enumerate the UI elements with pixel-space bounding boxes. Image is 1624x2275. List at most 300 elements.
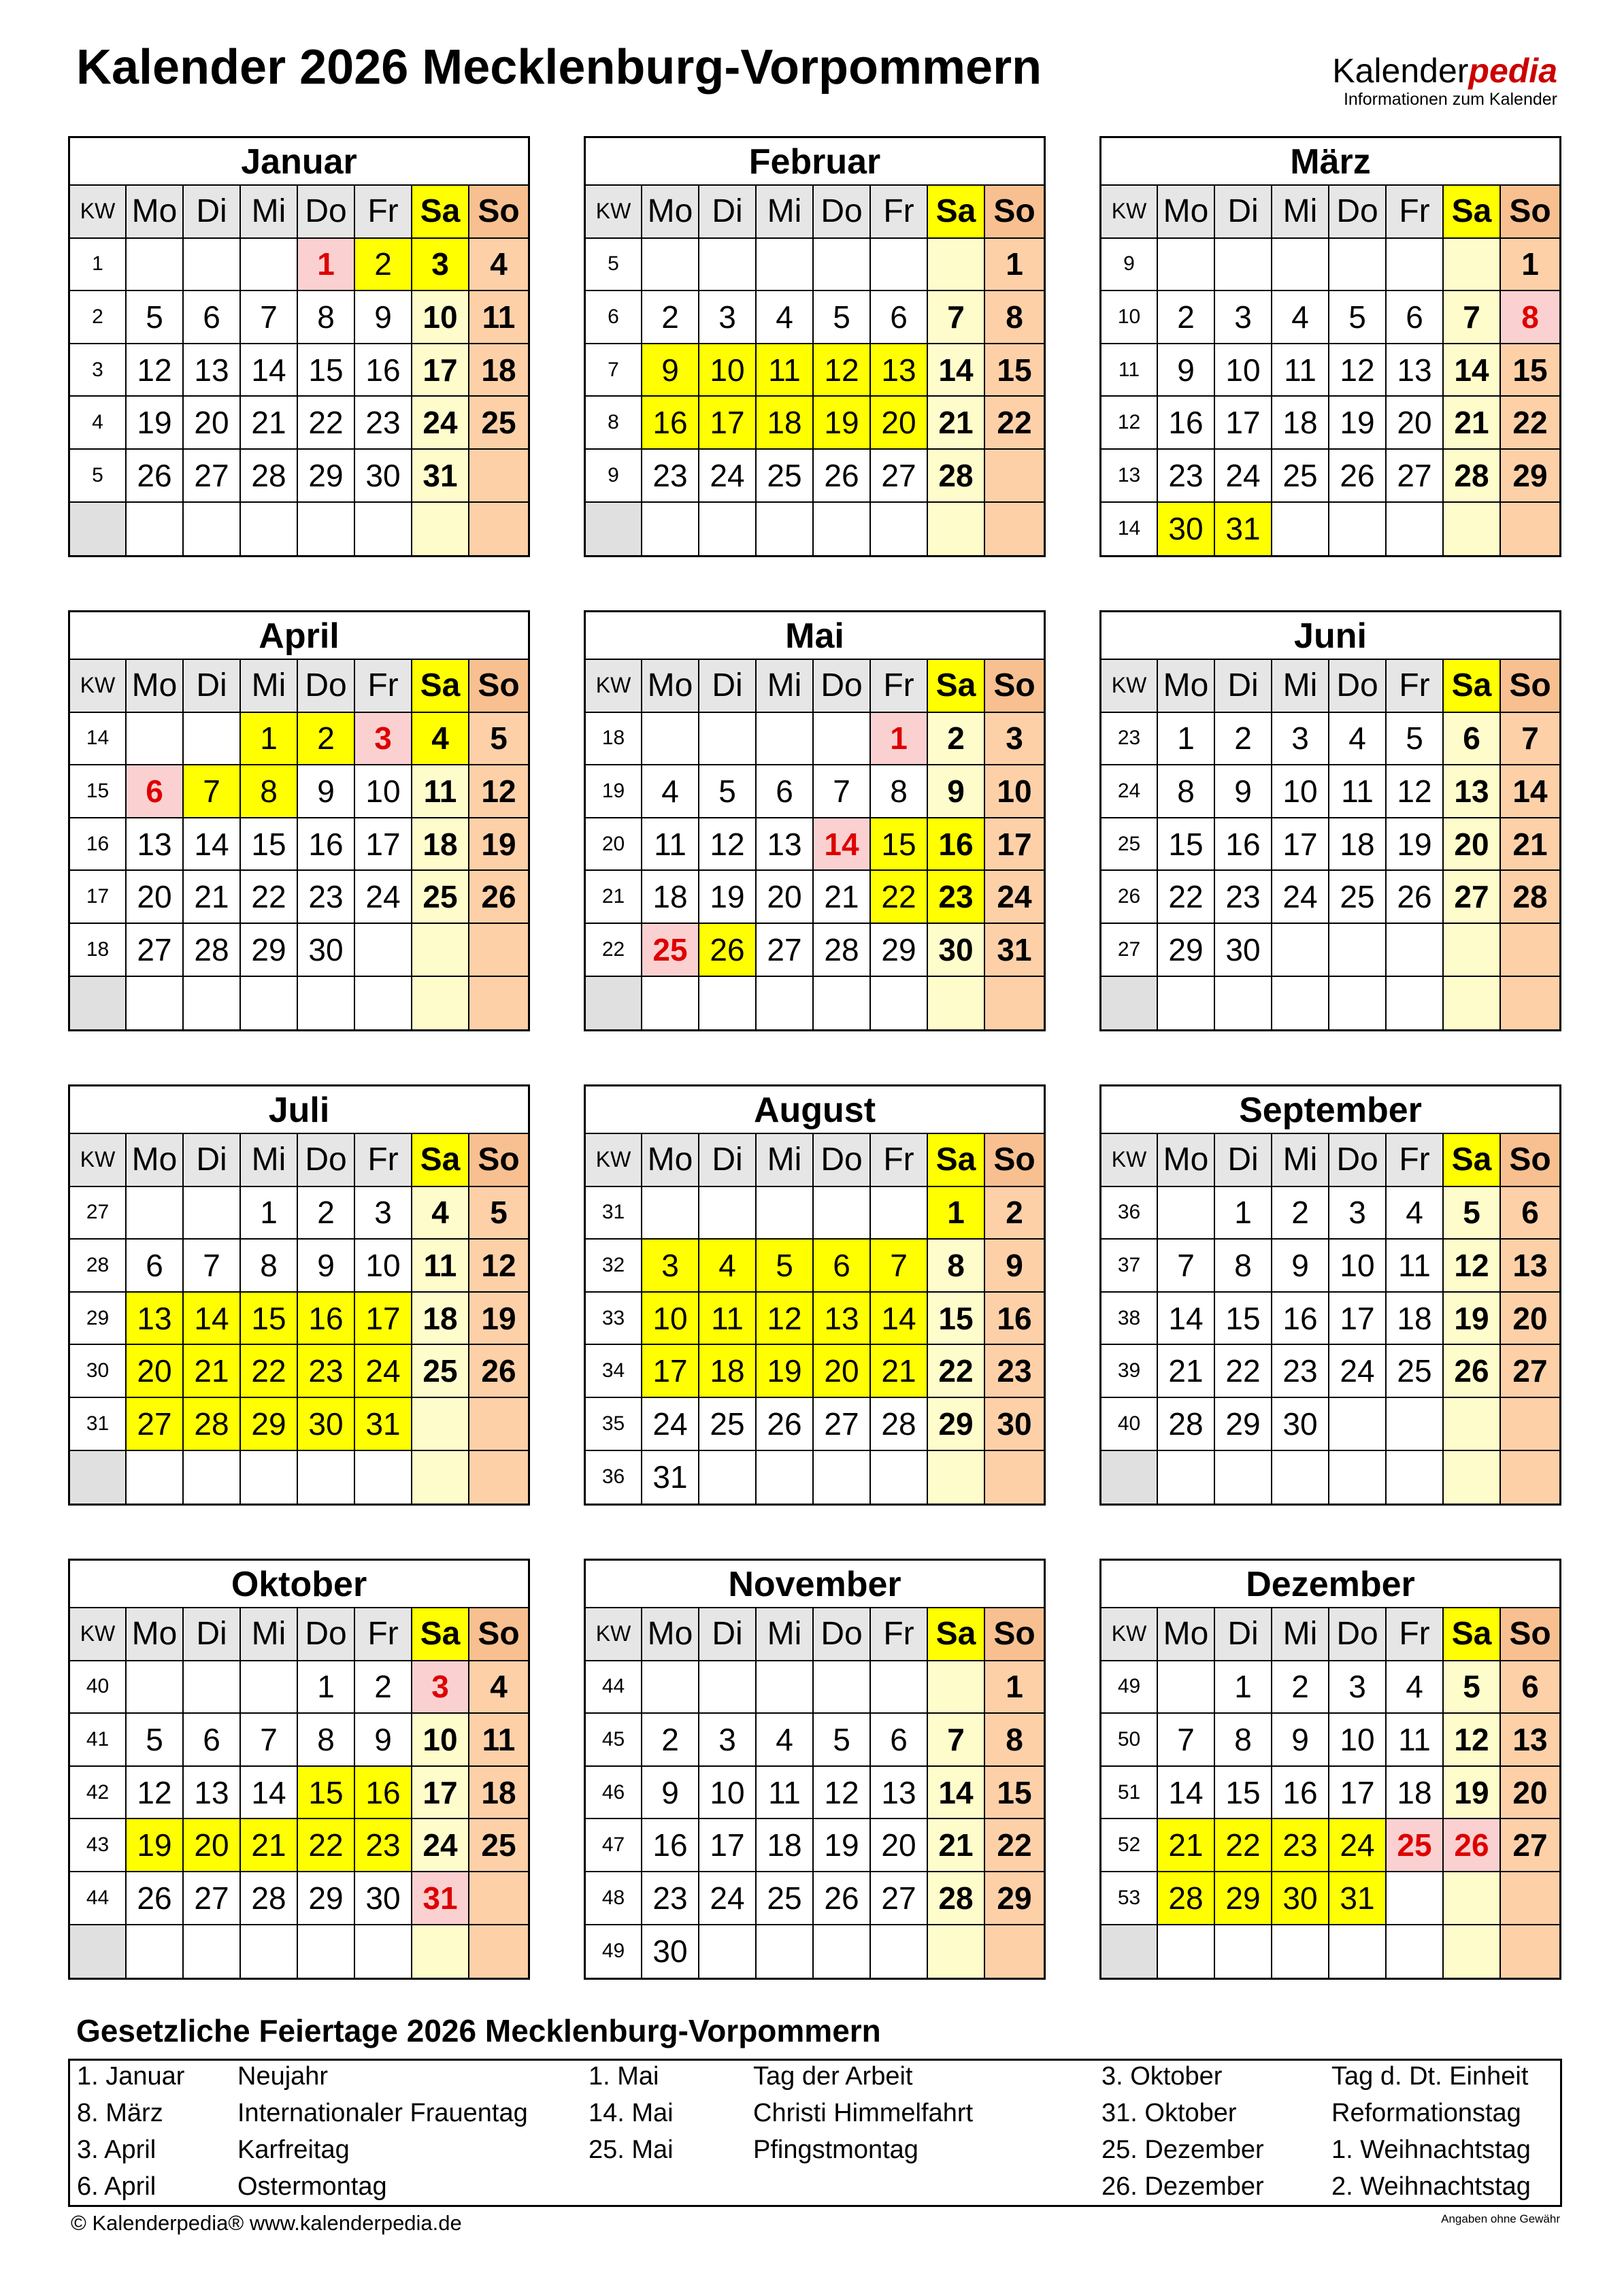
- day-cell: [1215, 239, 1272, 290]
- day-cell: [928, 1451, 985, 1504]
- week-row: [586, 503, 1044, 556]
- week-row: [586, 1872, 1044, 1925]
- day-cell: 24: [1329, 1819, 1387, 1871]
- day-cell: [1387, 1925, 1444, 1978]
- day-cell: [1387, 503, 1444, 556]
- day-cell: [1444, 1451, 1501, 1504]
- day-cell: 11: [757, 1767, 814, 1819]
- day-cell: 6: [1501, 1661, 1559, 1713]
- week-row: [70, 1293, 528, 1346]
- week-row: [70, 1925, 528, 1978]
- day-cell: 19: [814, 397, 871, 448]
- day-cell: 17: [699, 1819, 757, 1871]
- day-cell: 12: [127, 344, 184, 396]
- weekday-header: Mo: [1158, 1608, 1215, 1660]
- day-cell: 19: [1387, 818, 1444, 870]
- day-cell: [1387, 1398, 1444, 1450]
- day-cell: [928, 1661, 985, 1713]
- day-cell: [298, 1925, 355, 1978]
- month-märz: [1099, 136, 1561, 557]
- week-number: 4: [70, 397, 127, 448]
- week-row: [1101, 1398, 1559, 1451]
- day-cell: 15: [871, 818, 928, 870]
- day-cell: 25: [469, 397, 528, 448]
- day-cell: 12: [1444, 1240, 1501, 1291]
- day-cell: 5: [1387, 713, 1444, 765]
- day-cell: 9: [985, 1240, 1044, 1291]
- day-cell: 20: [871, 1819, 928, 1871]
- day-cell: [1158, 1661, 1215, 1713]
- day-cell: 16: [1215, 818, 1272, 870]
- week-number: 1: [70, 239, 127, 290]
- weekday-header: Mi: [241, 1608, 298, 1660]
- day-cell: 3: [355, 713, 412, 765]
- day-cell: [1272, 924, 1329, 976]
- day-cell: [1272, 977, 1329, 1030]
- week-row: [1101, 1661, 1559, 1714]
- week-number: 25: [1101, 818, 1158, 870]
- day-cell: 5: [1444, 1187, 1501, 1239]
- day-cell: [355, 1925, 412, 1978]
- month-title: August: [586, 1086, 1044, 1134]
- day-cell: 30: [298, 924, 355, 976]
- week-number: 5: [70, 450, 127, 501]
- day-cell: [642, 713, 699, 765]
- week-number: 44: [70, 1872, 127, 1924]
- day-cell: 28: [241, 1872, 298, 1924]
- day-cell: 30: [1272, 1872, 1329, 1924]
- day-cell: 6: [1444, 713, 1501, 765]
- day-cell: 2: [355, 1661, 412, 1713]
- weekday-header: So: [469, 660, 528, 712]
- month-januar: [68, 136, 530, 557]
- day-cell: 13: [1444, 765, 1501, 817]
- weekday-header-row: [586, 1608, 1044, 1661]
- brand-name: [1332, 52, 1557, 90]
- week-number: 39: [1101, 1345, 1158, 1397]
- day-cell: [699, 713, 757, 765]
- day-cell: 9: [642, 344, 699, 396]
- day-cell: [1501, 1872, 1559, 1924]
- day-cell: [355, 977, 412, 1030]
- week-number: 2: [70, 291, 127, 343]
- day-cell: 27: [1387, 450, 1444, 501]
- footer-copyright: © Kalenderpedia® www.kalenderpedia.de: [71, 2211, 462, 2235]
- day-cell: 15: [241, 1293, 298, 1344]
- weekday-header: Di: [184, 1608, 241, 1660]
- week-row: [70, 344, 528, 397]
- day-cell: 14: [241, 1767, 298, 1819]
- day-cell: 31: [985, 924, 1044, 976]
- day-cell: 21: [814, 871, 871, 923]
- day-cell: 9: [1215, 765, 1272, 817]
- day-cell: 19: [127, 1819, 184, 1871]
- day-cell: [412, 1925, 469, 1978]
- month-august: [584, 1084, 1046, 1506]
- day-cell: 29: [1215, 1872, 1272, 1924]
- day-cell: 13: [1387, 344, 1444, 396]
- day-cell: 18: [412, 1293, 469, 1344]
- weekday-header-row: [70, 660, 528, 713]
- month-november: [584, 1559, 1046, 1980]
- day-cell: [1501, 977, 1559, 1030]
- day-cell: 27: [814, 1398, 871, 1450]
- week-row: [586, 239, 1044, 292]
- day-cell: 6: [871, 291, 928, 343]
- week-number: 49: [586, 1925, 642, 1978]
- weekday-header: So: [469, 1608, 528, 1660]
- day-cell: 1: [985, 239, 1044, 290]
- day-cell: 24: [642, 1398, 699, 1450]
- day-cell: 18: [757, 1819, 814, 1871]
- week-row: [586, 1819, 1044, 1872]
- day-cell: [127, 977, 184, 1030]
- weekday-header: Mo: [1158, 1134, 1215, 1186]
- week-number: 10: [1101, 291, 1158, 343]
- day-cell: [642, 1661, 699, 1713]
- day-cell: 23: [355, 397, 412, 448]
- weekday-header: Sa: [928, 660, 985, 712]
- week-number: 3: [70, 344, 127, 396]
- day-cell: 25: [699, 1398, 757, 1450]
- holiday-date: 25. Mai: [589, 2136, 674, 2164]
- day-cell: 1: [871, 713, 928, 765]
- weekday-header: Di: [699, 1134, 757, 1186]
- day-cell: 12: [757, 1293, 814, 1344]
- day-cell: 22: [1158, 871, 1215, 923]
- weekday-header: Do: [298, 1608, 355, 1660]
- week-row: [586, 977, 1044, 1030]
- weekday-header: Fr: [1387, 1134, 1444, 1186]
- day-cell: [184, 1187, 241, 1239]
- day-cell: 4: [1329, 713, 1387, 765]
- day-cell: [412, 503, 469, 556]
- week-row: [70, 818, 528, 871]
- day-cell: [1329, 1925, 1387, 1978]
- week-row: [1101, 450, 1559, 503]
- day-cell: [355, 503, 412, 556]
- day-cell: 16: [642, 397, 699, 448]
- day-cell: [1158, 239, 1215, 290]
- day-cell: [1444, 977, 1501, 1030]
- week-number: 30: [70, 1345, 127, 1397]
- day-cell: [184, 239, 241, 290]
- day-cell: 8: [985, 1714, 1044, 1765]
- day-cell: 20: [814, 1345, 871, 1397]
- weekday-header-row: [1101, 660, 1559, 713]
- weekday-header: Do: [1329, 660, 1387, 712]
- day-cell: 6: [184, 1714, 241, 1765]
- week-number: 48: [586, 1872, 642, 1924]
- weekday-header: Sa: [1444, 186, 1501, 237]
- kw-header: KW: [586, 1134, 642, 1186]
- weekday-header: Sa: [412, 186, 469, 237]
- day-cell: 13: [1501, 1240, 1559, 1291]
- day-cell: 22: [241, 1345, 298, 1397]
- day-cell: 26: [1444, 1345, 1501, 1397]
- weekday-header: So: [1501, 1608, 1559, 1660]
- week-row: [70, 924, 528, 977]
- weekday-header: Sa: [928, 186, 985, 237]
- week-number: 14: [70, 713, 127, 765]
- day-cell: 17: [699, 397, 757, 448]
- day-cell: 17: [1272, 818, 1329, 870]
- day-cell: [412, 924, 469, 976]
- day-cell: 25: [1387, 1345, 1444, 1397]
- day-cell: 19: [127, 397, 184, 448]
- day-cell: 29: [1158, 924, 1215, 976]
- week-row: [70, 1398, 528, 1451]
- day-cell: [127, 239, 184, 290]
- day-cell: 22: [1501, 397, 1559, 448]
- day-cell: 23: [642, 450, 699, 501]
- day-cell: [1501, 1451, 1559, 1504]
- day-cell: 11: [1387, 1240, 1444, 1291]
- day-cell: 24: [355, 1345, 412, 1397]
- day-cell: 22: [985, 1819, 1044, 1871]
- weekday-header: Do: [1329, 1608, 1387, 1660]
- week-row: [70, 1819, 528, 1872]
- day-cell: [1501, 924, 1559, 976]
- weekday-header: So: [985, 1608, 1044, 1660]
- day-cell: 14: [184, 818, 241, 870]
- day-cell: 7: [928, 1714, 985, 1765]
- week-number: 40: [70, 1661, 127, 1713]
- week-number: 7: [586, 344, 642, 396]
- weekday-header: Di: [184, 186, 241, 237]
- day-cell: 26: [1444, 1819, 1501, 1871]
- day-cell: 26: [469, 871, 528, 923]
- day-cell: 4: [757, 1714, 814, 1765]
- page-title: Kalender 2026 Mecklenburg-Vorpommern: [76, 40, 1042, 95]
- day-cell: 8: [1215, 1714, 1272, 1765]
- week-number: 28: [70, 1240, 127, 1291]
- month-mai: [584, 610, 1046, 1031]
- day-cell: 8: [1501, 291, 1559, 343]
- disclaimer: Angaben ohne Gewähr: [1441, 2212, 1560, 2225]
- holiday-name: Tag der Arbeit: [753, 2062, 913, 2091]
- day-cell: 7: [928, 291, 985, 343]
- day-cell: 16: [355, 1767, 412, 1819]
- day-cell: 6: [871, 1714, 928, 1765]
- day-cell: 9: [928, 765, 985, 817]
- weekday-header: So: [1501, 1134, 1559, 1186]
- kw-header: KW: [1101, 1134, 1158, 1186]
- week-number: 18: [70, 924, 127, 976]
- day-cell: 31: [355, 1398, 412, 1450]
- day-cell: 14: [871, 1293, 928, 1344]
- day-cell: 15: [1158, 818, 1215, 870]
- day-cell: 10: [1215, 344, 1272, 396]
- day-cell: [355, 924, 412, 976]
- weekday-header: Di: [184, 1134, 241, 1186]
- holiday-name: Christi Himmelfahrt: [753, 2099, 974, 2127]
- day-cell: [1215, 977, 1272, 1030]
- day-cell: [1215, 1451, 1272, 1504]
- day-cell: [642, 1187, 699, 1239]
- day-cell: 29: [241, 924, 298, 976]
- week-row: [1101, 344, 1559, 397]
- day-cell: 4: [469, 1661, 528, 1713]
- day-cell: 7: [184, 1240, 241, 1291]
- week-row: [70, 713, 528, 766]
- day-cell: 1: [298, 1661, 355, 1713]
- day-cell: 8: [928, 1240, 985, 1291]
- day-cell: 21: [1444, 397, 1501, 448]
- weekday-header: Do: [814, 1608, 871, 1660]
- brand-logo: [1332, 52, 1557, 109]
- day-cell: 8: [241, 765, 298, 817]
- day-cell: 8: [241, 1240, 298, 1291]
- day-cell: [469, 503, 528, 556]
- day-cell: [1329, 503, 1387, 556]
- kw-header: KW: [1101, 660, 1158, 712]
- day-cell: 29: [871, 924, 928, 976]
- day-cell: 15: [1215, 1293, 1272, 1344]
- week-number: 32: [586, 1240, 642, 1291]
- day-cell: [241, 1925, 298, 1978]
- holiday-date: 31. Oktober: [1101, 2099, 1237, 2127]
- day-cell: 13: [757, 818, 814, 870]
- kw-header: KW: [586, 1608, 642, 1660]
- kw-header: KW: [70, 1608, 127, 1660]
- day-cell: 18: [699, 1345, 757, 1397]
- day-cell: [642, 239, 699, 290]
- week-number: 15: [70, 765, 127, 817]
- day-cell: 7: [241, 291, 298, 343]
- day-cell: 19: [814, 1819, 871, 1871]
- weekday-header: Mi: [1272, 1134, 1329, 1186]
- day-cell: [928, 239, 985, 290]
- day-cell: 20: [127, 871, 184, 923]
- day-cell: [127, 1187, 184, 1239]
- weekday-header: Sa: [1444, 1608, 1501, 1660]
- day-cell: 9: [1272, 1714, 1329, 1765]
- day-cell: [469, 1925, 528, 1978]
- day-cell: [985, 1925, 1044, 1978]
- day-cell: [1272, 239, 1329, 290]
- month-title: November: [586, 1561, 1044, 1608]
- week-number: 11: [1101, 344, 1158, 396]
- holiday-date: 14. Mai: [589, 2099, 674, 2127]
- day-cell: [871, 1451, 928, 1504]
- day-cell: 13: [871, 344, 928, 396]
- weekday-header: So: [469, 1134, 528, 1186]
- weekday-header: Fr: [1387, 186, 1444, 237]
- day-cell: 8: [298, 291, 355, 343]
- day-cell: [1387, 239, 1444, 290]
- day-cell: 4: [469, 239, 528, 290]
- holiday-date: 3. April: [77, 2136, 156, 2164]
- day-cell: [871, 503, 928, 556]
- day-cell: [814, 1187, 871, 1239]
- day-cell: [928, 977, 985, 1030]
- day-cell: 31: [642, 1451, 699, 1504]
- day-cell: 20: [871, 397, 928, 448]
- day-cell: 23: [985, 1345, 1044, 1397]
- week-number: 45: [586, 1714, 642, 1765]
- day-cell: [1444, 1398, 1501, 1450]
- holiday-name: Reformationstag: [1331, 2099, 1521, 2127]
- day-cell: [757, 1661, 814, 1713]
- day-cell: 29: [985, 1872, 1044, 1924]
- weekday-header: Mo: [1158, 186, 1215, 237]
- day-cell: 5: [699, 765, 757, 817]
- week-row: [586, 291, 1044, 344]
- day-cell: 9: [298, 1240, 355, 1291]
- day-cell: 24: [985, 871, 1044, 923]
- day-cell: 3: [699, 291, 757, 343]
- weekday-header: Mo: [642, 660, 699, 712]
- day-cell: 22: [241, 871, 298, 923]
- day-cell: 5: [127, 291, 184, 343]
- week-number: 17: [70, 871, 127, 923]
- week-row: [586, 1345, 1044, 1398]
- day-cell: 19: [469, 1293, 528, 1344]
- week-row: [1101, 713, 1559, 766]
- day-cell: 21: [184, 871, 241, 923]
- day-cell: 28: [184, 1398, 241, 1450]
- day-cell: [699, 503, 757, 556]
- day-cell: [699, 977, 757, 1030]
- day-cell: 30: [355, 450, 412, 501]
- day-cell: 30: [1158, 503, 1215, 556]
- day-cell: 12: [469, 765, 528, 817]
- week-row: [586, 1187, 1044, 1240]
- day-cell: 8: [1215, 1240, 1272, 1291]
- day-cell: 1: [1158, 713, 1215, 765]
- day-cell: 11: [412, 1240, 469, 1291]
- day-cell: 14: [184, 1293, 241, 1344]
- day-cell: [1501, 1398, 1559, 1450]
- weekday-header: Mo: [642, 186, 699, 237]
- day-cell: 20: [1387, 397, 1444, 448]
- day-cell: 24: [412, 397, 469, 448]
- day-cell: [1329, 239, 1387, 290]
- day-cell: 11: [469, 1714, 528, 1765]
- weekday-header: Mi: [757, 660, 814, 712]
- holiday-date: 8. März: [77, 2099, 163, 2127]
- day-cell: 5: [1444, 1661, 1501, 1713]
- week-number: 52: [1101, 1819, 1158, 1871]
- day-cell: 17: [642, 1345, 699, 1397]
- week-number: 27: [1101, 924, 1158, 976]
- day-cell: 1: [241, 713, 298, 765]
- day-cell: 24: [1329, 1345, 1387, 1397]
- week-row: [1101, 1293, 1559, 1346]
- week-number: 31: [70, 1398, 127, 1450]
- day-cell: 10: [1329, 1714, 1387, 1765]
- day-cell: 3: [699, 1714, 757, 1765]
- week-row: [1101, 291, 1559, 344]
- weekday-header: Do: [298, 1134, 355, 1186]
- weekday-header: Fr: [871, 660, 928, 712]
- day-cell: [1272, 1451, 1329, 1504]
- day-cell: 27: [184, 450, 241, 501]
- week-row: [586, 871, 1044, 924]
- weekday-header: Di: [1215, 1608, 1272, 1660]
- week-number: 46: [586, 1767, 642, 1819]
- week-number: 8: [586, 397, 642, 448]
- week-number: 20: [586, 818, 642, 870]
- weekday-header: Mo: [642, 1134, 699, 1186]
- day-cell: 31: [1215, 503, 1272, 556]
- day-cell: 12: [699, 818, 757, 870]
- week-row: [70, 765, 528, 818]
- day-cell: [1215, 1925, 1272, 1978]
- day-cell: 17: [1215, 397, 1272, 448]
- day-cell: 30: [1272, 1398, 1329, 1450]
